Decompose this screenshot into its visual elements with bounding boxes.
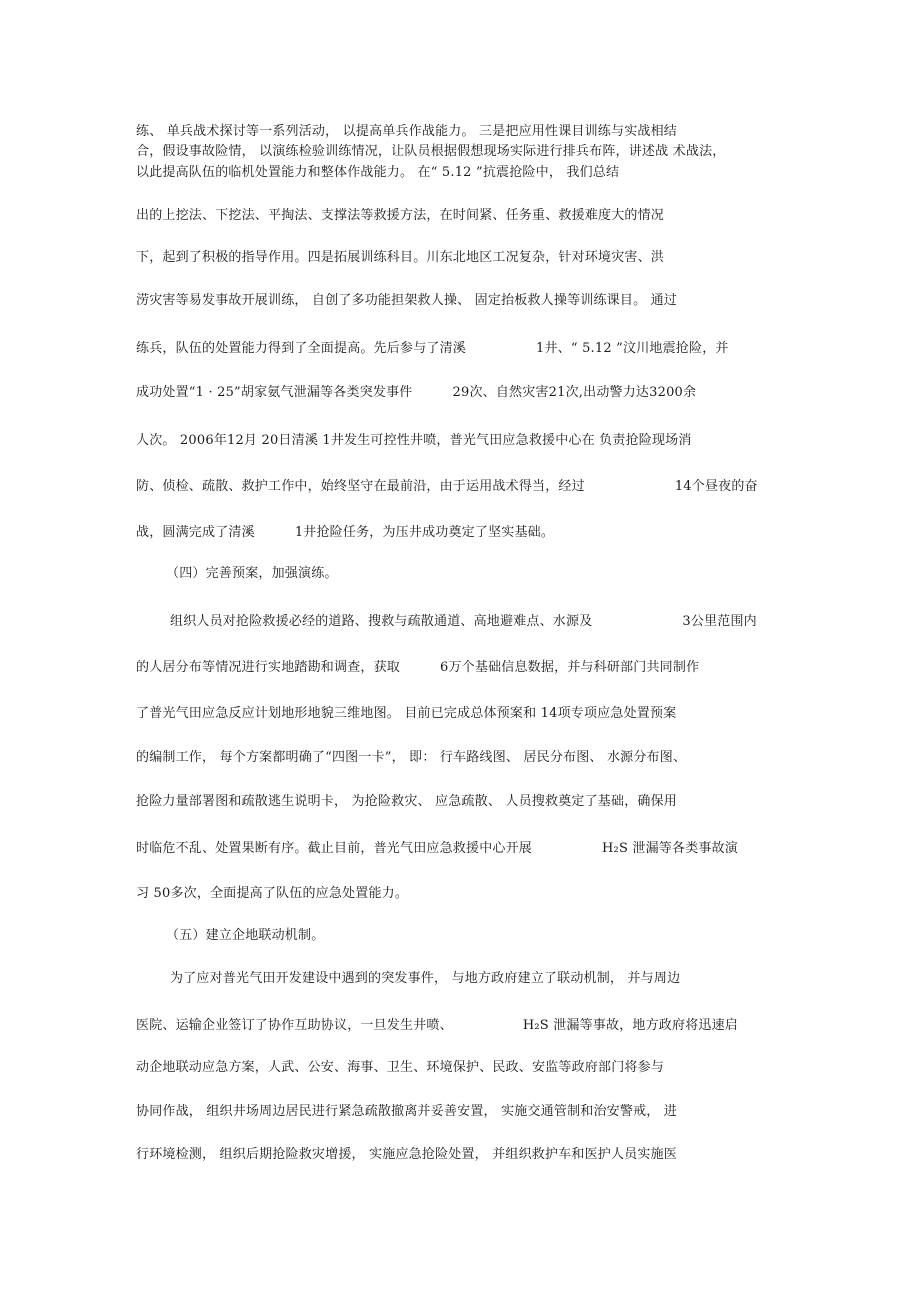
text-segment: 人次。 2006年12月 20日清溪 1井发生可控性井喷，普光气田应急救援中心在 负责抢险现场消 (136, 433, 692, 448)
text-line (136, 1060, 664, 1076)
text-line (136, 124, 677, 140)
text-segment: 习 50多次，全面提高了队伍的应急处置能力。 (136, 886, 409, 901)
text-segment: 14个昼夜的奋 (674, 479, 758, 494)
text-segment: 29次、自然灾害21次,出动警力达3200余 (452, 385, 697, 400)
text-segment: 涝灾害等易发事故开展训练， 自创了多功能担架救人操、 固定抬板救人操等训练课目。 通过 (136, 293, 677, 308)
section-heading (166, 566, 338, 582)
text-segment: 行环境检测， 组织后期抢险救灾增援， 实施应急抢险处置， 并组织救护车和医护人员实施医 (136, 1147, 677, 1162)
text-segment: 为了应对普光气田开发建设中遇到的突发事件， 与地方政府建立了联动机制， 并与周边 (170, 971, 681, 986)
text-segment: 3公里范围内 (682, 614, 757, 629)
text-line (136, 841, 738, 857)
text-segment: 1井抢险任务，为压井成功奠定了坚实基础。 (294, 525, 555, 540)
text-segment: 动企地联动应急方案，人武、公安、海事、卫生、环境保护、民政、安监等政府部门将参与 (136, 1060, 665, 1075)
text-segment: 成功处置“1 · 25”胡家氨气泄漏等各类突发事件 (136, 385, 413, 400)
text-line (136, 433, 692, 449)
section-heading (166, 928, 324, 944)
text-segment: 的编制工作， 每个方案都明确了“四图一卡”， 即： 行车路线图、 居民分布图、 水源分布图、 (136, 750, 687, 765)
text-segment: 以此提高队伍的临机处置能力和整体作战能力。 在“ 5.12 ”抗震抢险中， 我们总结 (136, 165, 620, 180)
text-line (136, 144, 725, 160)
text-segment: 的人居分布等情况进行实地踏勘和调查，获取 (136, 660, 401, 675)
text-segment: 练兵，队伍的处置能力得到了全面提高。先后参与了清溪 (136, 341, 467, 356)
text-line (136, 660, 699, 676)
text-segment: 组织人员对抢险救援必经的道路、搜救与疏散通道、高地避难点、水源及 (170, 614, 593, 629)
text-line (136, 525, 554, 541)
text-line (136, 794, 677, 810)
text-line (136, 479, 758, 495)
text-line (136, 293, 677, 309)
text-segment: 防、侦检、疏散、救护工作中，始终坚守在最前沿，由于运用战术得当，经过 (136, 479, 585, 494)
text-segment: 时临危不乱、处置果断有序。截止目前，普光气田应急救援中心开展 (136, 841, 533, 856)
text-segment: H₂S 泄漏等事故，地方政府将迅速启 (522, 1018, 738, 1033)
text-line (136, 208, 664, 224)
text-segment: 抢险力量部署图和疏散逃生说明卡， 为抢险救灾、 应急疏散、 人员搜救奠定了基础，确保用 (136, 794, 677, 809)
text-segment: 合，假设事故险情， 以演练检验训练情况，让队员根据假想现场实际进行排兵布阵，讲述战 术战法， (136, 144, 726, 159)
text-line (136, 385, 696, 401)
text-segment: 战，圆满完成了清溪 (136, 525, 255, 540)
text-segment: 6万个基础信息数据，并与科研部门共同制作 (440, 660, 700, 675)
text-segment: 医院、运输企业签订了协作互助协议，一旦发生井喷、 (136, 1018, 453, 1033)
text-line (136, 750, 686, 766)
text-segment: 下，起到了积极的指导作用。四是拓展训练科目。川东北地区工况复杂，针对环境灾害、洪 (136, 250, 665, 265)
text-line (136, 341, 729, 357)
text-line (170, 614, 757, 630)
text-line (136, 886, 408, 902)
text-line (136, 1147, 677, 1163)
text-segment: 练、 单兵战术探讨等一系列活动， 以提高单兵作战能力。 三是把应用性课目训练与实战相结 (136, 124, 677, 139)
text-segment: （五）建立企地联动机制。 (166, 928, 325, 943)
text-segment: 了普光气田应急反应计划地形地貌三维地图。 目前已完成总体预案和 14项专项应急处置预案 (136, 706, 677, 721)
text-line (170, 971, 680, 987)
text-segment: 协同作战， 组织井场周边居民进行紧急疏散撤离并妥善安置， 实施交通管制和治安警戒， 进 (136, 1104, 677, 1119)
text-segment: H₂S 泄漏等各类事故演 (602, 841, 739, 856)
text-line (136, 165, 619, 181)
text-line (136, 706, 676, 722)
text-segment: 1井、“ 5.12 ”汶川地震抢险，并 (536, 341, 729, 356)
text-line (136, 1104, 677, 1120)
text-line (136, 1018, 738, 1034)
text-line (136, 250, 664, 266)
text-segment: 出的上挖法、下挖法、平掏法、支撑法等救援方法，在时间紧、任务重、救援难度大的情况 (136, 208, 665, 223)
text-segment: （四）完善预案，加强演练。 (166, 566, 338, 581)
